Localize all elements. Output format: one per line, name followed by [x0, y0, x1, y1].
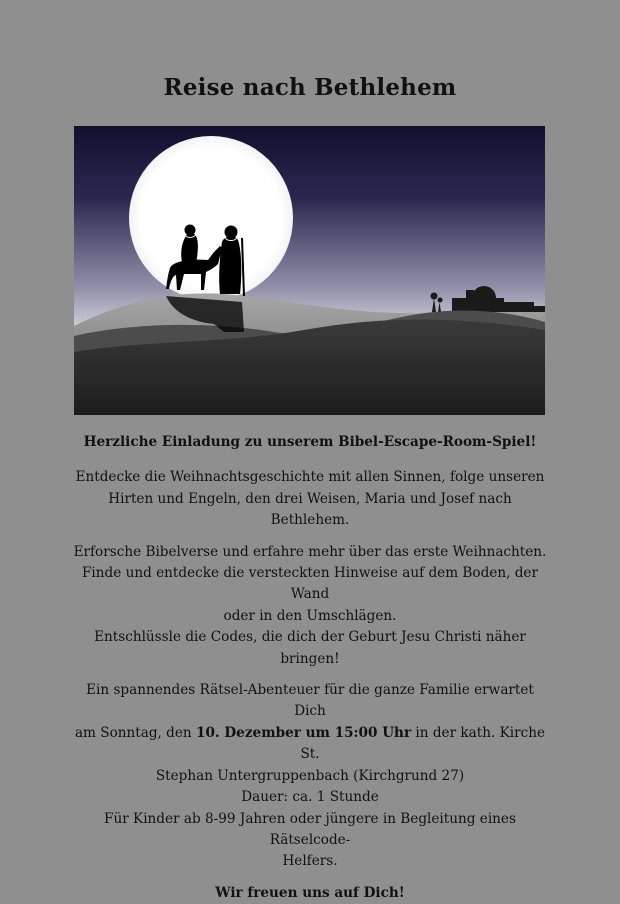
age-info-line2: Helfers.	[282, 853, 338, 870]
event-date-time: 10. Dezember um 15:00 Uhr	[196, 724, 412, 741]
para3-line2-post: in der kath. Kirche St.	[300, 724, 546, 763]
para2-line3: oder in den Umschlägen.	[223, 607, 397, 624]
event-duration: Dauer: ca. 1 Stunde	[241, 789, 379, 806]
paragraph-event-details	[70, 680, 550, 873]
invitation-heading: Herzliche Einladung zu unserem Bibel-Escape-Room-Spiel!	[83, 434, 537, 450]
page-title: Reise nach Bethlehem	[163, 74, 457, 101]
event-location: Stephan Untergruppenbach (Kirchgrund 27)	[155, 767, 465, 784]
para1-line2: Hirten und Engeln, den drei Weisen, Maria und Josef nach Bethlehem.	[108, 490, 512, 529]
invitation-text	[70, 432, 550, 904]
para2-line4: Entschlüssle die Codes, die dich der Geburt Jesu Christi näher bringen!	[94, 629, 526, 667]
paragraph-explore	[70, 542, 550, 670]
para1-line1: Entdecke die Weihnachtsgeschichte mit allen Sinnen, folge unseren	[75, 469, 545, 486]
para2-line2: Finde und entdecke die versteckten Hinweise auf dem Boden, der Wand	[82, 565, 538, 603]
para2-line1: Erforsche Bibelverse und erfahre mehr über das erste Weihnachten.	[73, 543, 547, 560]
night-scene-svg	[74, 126, 545, 415]
nativity-journey-illustration	[74, 126, 545, 415]
paragraph-story	[70, 467, 550, 531]
para3-line1: Ein spannendes Rätsel-Abenteuer für die ganze Familie erwartet Dich	[86, 682, 534, 720]
para3-line2-pre: am Sonntag, den	[74, 724, 196, 741]
full-moon	[129, 136, 293, 300]
closing-line: Wir freuen uns auf Dich!	[215, 884, 405, 901]
age-info-line1: Für Kinder ab 8-99 Jahren oder jüngere in Begleitung eines Rätselcode-	[104, 810, 516, 848]
